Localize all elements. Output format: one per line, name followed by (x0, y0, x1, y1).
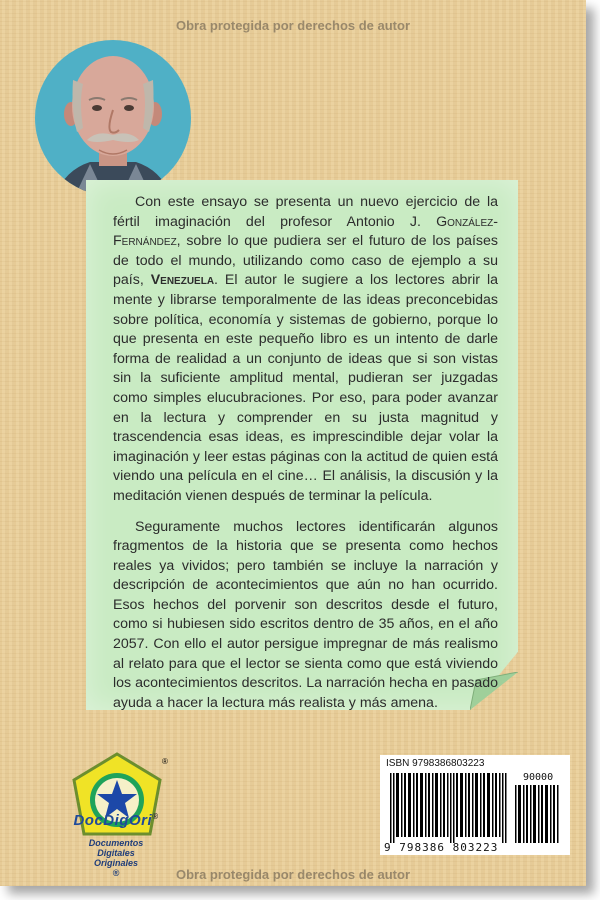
isbn-label: ISBN 9798386803223 (386, 758, 485, 769)
isbn-barcode (380, 755, 570, 855)
watermark-top: Obra protegida por derechos de autor (175, 18, 411, 33)
watermark-bottom: Obra protegida por derechos de autor (175, 867, 411, 882)
country-name: Venezuela (150, 272, 215, 289)
barcode-bars (390, 773, 565, 843)
author-portrait-icon (35, 40, 191, 196)
blurb-text (113, 193, 498, 713)
publisher-tagline: Documentos Digitales Originales ® (88, 838, 144, 878)
svg-text:®: ® (162, 757, 168, 766)
blurb-paragraph-2: Seguramente muchos lectores identificarán algunos fragmentos de la historia que se presenta como hechos reales ya vividos; pero también se incluye la narración y descripción de acontecimientos que aún no han ocurrido. Esos hechos del porvenir son descritos desde el futuro, como si hubiesen sido escritos dentro de 35 años, en el año 2057. Con ello el autor persigue impregnar de más realismo al relato para que el lector se sienta como que está viviendo los acontecimientos descritos. La narración hecha en pasado ayuda a hacer la lectura más realista y más amena. (113, 518, 498, 711)
author-name: González-Fernández (113, 213, 498, 250)
barcode-addon: 90000 (523, 772, 554, 783)
barcode-digits: 9 798386 803223 (384, 841, 499, 854)
author-photo (35, 40, 191, 196)
blurb-paragraph-1: Con este ensayo se presenta un nuevo ejercicio de la fértil imaginación del profesor Antonio J. González-Fernández, sobre lo que pudiera ser el futuro de los países de todo el mundo, utilizando como caso de ejemplo a su país, Venezuela. El autor le sugiere a los lectores abrir la mente y librarse temporalmente de las ideas preconcebidas sobre política, economía y sistemas de gobierno, porque lo que presenta en este pequeño libro es un intento de darle forma de realidad a un conjunto de ideas que si son vistas sin la suficiente amplitud mental, pudieran ser juzgadas como simples elucubraciones. Por eso, para poder avanzar en la lectura y comprender en su justa magnitud y trascendencia esas ideas, es imprescindible dejar volar la imaginación y leer estas páginas con la actitud de quien está viendo una película en el cine… El análisis, la discusión y la meditación vienen después de terminar la película. (113, 194, 498, 504)
publisher-name: DocDigOri® (73, 812, 159, 829)
